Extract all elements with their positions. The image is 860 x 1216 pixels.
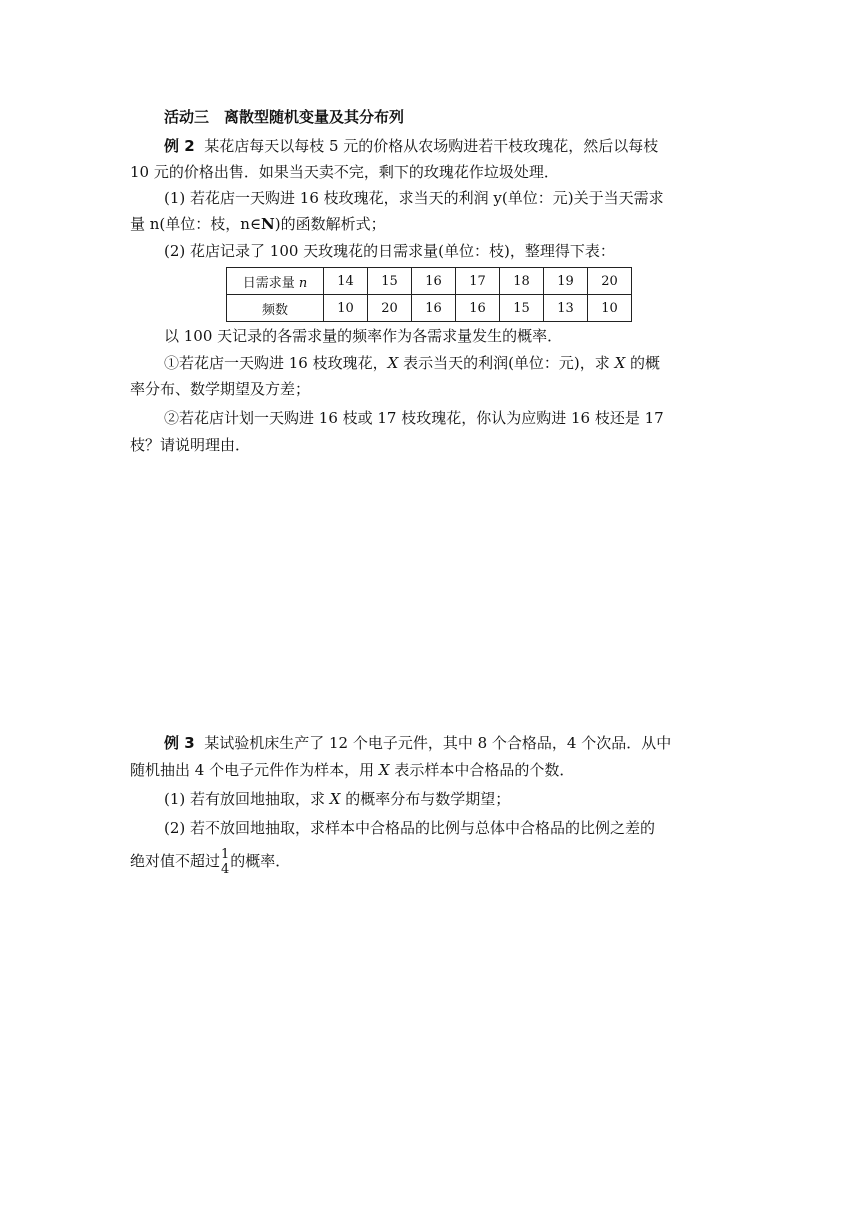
table-cell: 15 (500, 295, 544, 322)
table-cell: 13 (544, 295, 588, 322)
example-3-label: 例 3 (164, 734, 195, 752)
example-2-note: 以 100 天记录的各需求量的频率作为各需求量发生的概率． (164, 327, 563, 345)
fraction-one-quarter: 1 4 (221, 847, 230, 877)
example-3-question-2-line-2: 绝对值不超过 1 4 的概率． (130, 847, 291, 877)
table-cell: 17 (456, 268, 500, 295)
example-2-line-1: 例 2 某花店每天以每枝 5 元的价格从农场购进若干枝玫瑰花，然后以每枝 (164, 137, 659, 155)
example-2-subquestion-1-line-2: 率分布、数学期望及方差； (130, 380, 311, 398)
example-2-label: 例 2 (164, 137, 195, 155)
table-header-frequency: 频数 (227, 295, 324, 322)
example-3-line-2: 随机抽出 4 个电子元件作为样本，用 X 表示样本中合格品的个数． (130, 761, 575, 779)
table-cell: 14 (324, 268, 368, 295)
example-3-line-1: 例 3 某试验机床生产了 12 个电子元件，其中 8 个合格品，4 个次品．从中 (164, 734, 672, 752)
table-cell: 16 (456, 295, 500, 322)
table-cell: 16 (412, 295, 456, 322)
table-cell: 10 (324, 295, 368, 322)
table-cell: 18 (500, 268, 544, 295)
example-2-question-1-line-1: (1) 若花店一天购进 16 枝玫瑰花，求当天的利润 y(单位：元)关于当天需求 (164, 189, 664, 207)
example-2-subquestion-1-line-1: ①若花店一天购进 16 枝玫瑰花，X 表示当天的利润(单位：元)，求 X 的概 (164, 354, 661, 372)
table-cell: 10 (588, 295, 632, 322)
example-2-subquestion-2-line-2: 枝？请说明理由． (130, 436, 251, 454)
example-2-line-2: 10 元的价格出售．如果当天卖不完，剩下的玫瑰花作垃圾处理． (130, 163, 559, 181)
activity-title: 活动三 离散型随机变量及其分布列 (164, 108, 405, 126)
table-cell: 16 (412, 268, 456, 295)
table-header-demand: 日需求量 n (227, 268, 324, 295)
table-cell: 15 (368, 268, 412, 295)
example-3-question-2-line-1: (2) 若不放回地抽取，求样本中合格品的比例与总体中合格品的比例之差的 (164, 819, 656, 837)
table-cell: 20 (368, 295, 412, 322)
table-row-demand (227, 268, 632, 295)
table-row-frequency (227, 295, 632, 322)
example-2-subquestion-2-line-1: ②若花店计划一天购进 16 枝或 17 枝玫瑰花，你认为应购进 16 枝还是 17 (164, 409, 664, 427)
table-cell: 19 (544, 268, 588, 295)
example-2-question-1-line-2: 量 n(单位：枝，n∈N)的函数解析式； (130, 215, 386, 233)
demand-frequency-table (226, 267, 632, 322)
table-cell: 20 (588, 268, 632, 295)
example-3-question-1: (1) 若有放回地抽取，求 X 的概率分布与数学期望； (164, 790, 511, 808)
example-2-question-2: (2) 花店记录了 100 天玫瑰花的日需求量(单位：枝)，整理得下表： (164, 242, 615, 260)
